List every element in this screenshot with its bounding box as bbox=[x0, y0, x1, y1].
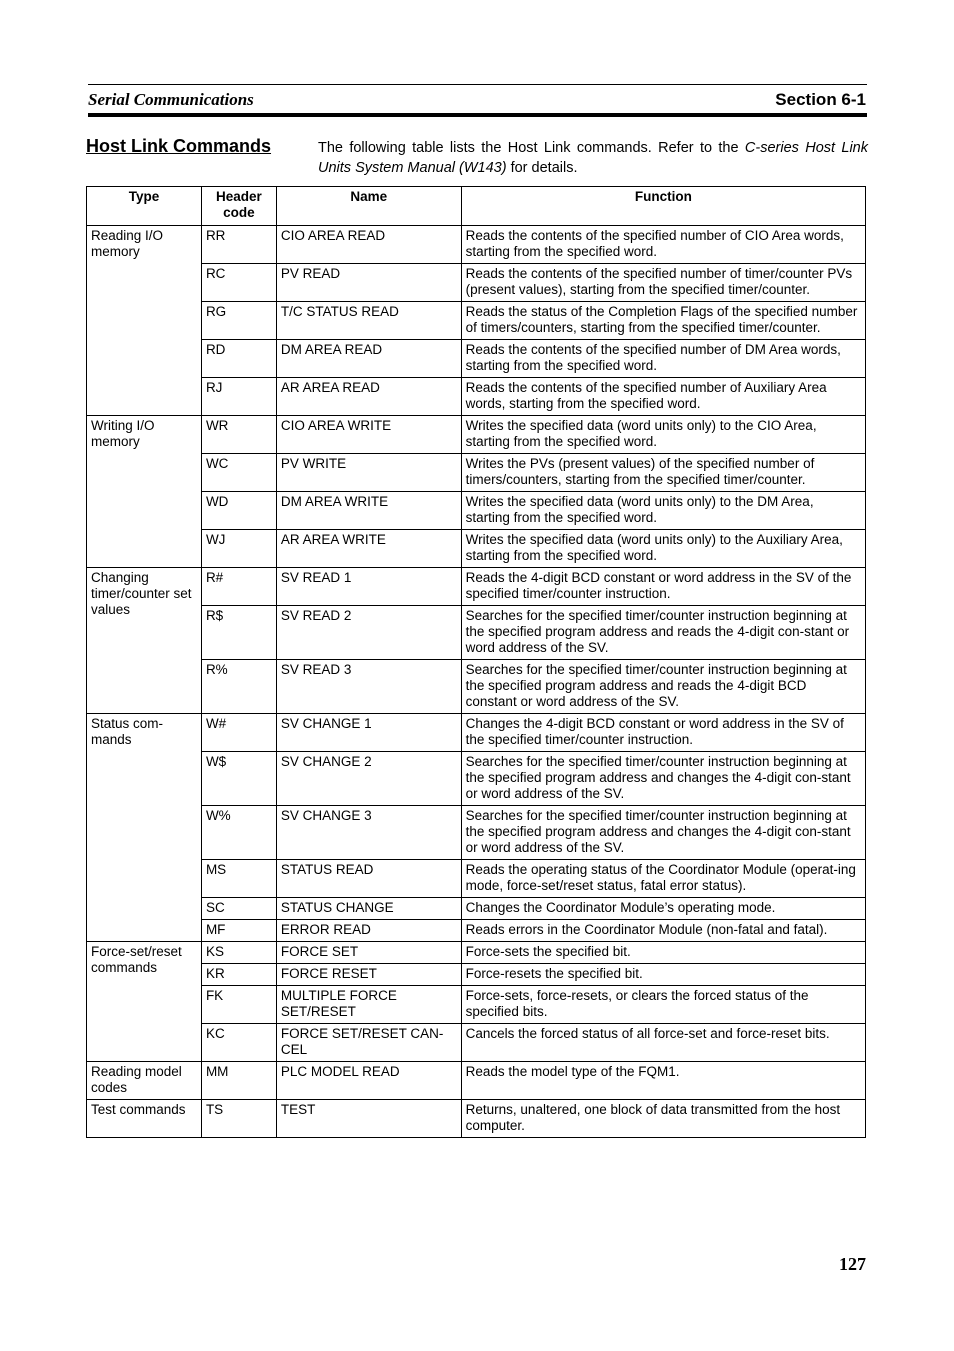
function-cell: Force-resets the specified bit. bbox=[461, 964, 865, 986]
command-type-cell: Reading I/O memory bbox=[87, 226, 202, 416]
function-cell: Reads the contents of the specified number of Auxiliary Area words, starting from the specified word. bbox=[461, 378, 865, 416]
section-title: Host Link Commands bbox=[86, 136, 272, 156]
command-type-cell: Status com-mands bbox=[87, 714, 202, 942]
manual-reference: C-series Host Link Units System Manual (W143) bbox=[318, 140, 869, 176]
header-code-cell: MF bbox=[201, 920, 276, 942]
command-name-cell: ERROR READ bbox=[276, 920, 461, 942]
command-name-cell: MULTIPLE FORCE SET/RESET bbox=[276, 986, 461, 1024]
function-cell: Writes the specified data (word units only) to the CIO Area, starting from the specified word. bbox=[461, 416, 865, 454]
header-code-cell: RJ bbox=[201, 378, 276, 416]
command-name-cell: STATUS READ bbox=[276, 860, 461, 898]
command-name-cell: PV WRITE bbox=[276, 454, 461, 492]
function-cell: Reads the contents of the specified number of DM Area words, starting from the specified word. bbox=[461, 340, 865, 378]
table-row bbox=[87, 226, 866, 264]
command-type-cell: Force-set/reset commands bbox=[87, 942, 202, 1062]
command-name-cell: SV READ 2 bbox=[276, 606, 461, 660]
command-name-cell: FORCE SET bbox=[276, 942, 461, 964]
table-row bbox=[87, 492, 866, 530]
function-cell: Reads the status of the Completion Flags of the specified number of timers/counters, starting from the specified timer/counter. bbox=[461, 302, 865, 340]
header-code-cell: KC bbox=[201, 1024, 276, 1062]
page-number: 127 bbox=[839, 1254, 866, 1274]
table-row bbox=[87, 714, 866, 752]
function-cell: Reads the operating status of the Coordinator Module (operat-ing mode, force-set/reset status, fatal error status). bbox=[461, 860, 865, 898]
function-cell: Searches for the specified timer/counter instruction beginning at the specified program address and reads the 4-digit con-stant or word address of the SV. bbox=[461, 606, 865, 660]
table-row bbox=[87, 302, 866, 340]
function-cell: Searches for the specified timer/counter instruction beginning at the specified program address and changes the 4-digit con-stant or word address of the SV. bbox=[461, 806, 865, 860]
header-code-cell: RD bbox=[201, 340, 276, 378]
command-name-cell: SV CHANGE 3 bbox=[276, 806, 461, 860]
header-code-cell: MM bbox=[201, 1062, 276, 1100]
table-row bbox=[87, 920, 866, 942]
table-header-row bbox=[87, 187, 866, 226]
header-code-cell: R# bbox=[201, 568, 276, 606]
col-header-name: Name bbox=[276, 187, 461, 226]
command-type-cell: Writing I/O memory bbox=[87, 416, 202, 568]
command-type-cell: Test commands bbox=[87, 1100, 202, 1138]
function-cell: Writes the PVs (present values) of the specified number of timers/counters, starting from the specified timer/counter. bbox=[461, 454, 865, 492]
running-header-section: Section 6-1 bbox=[775, 90, 866, 109]
command-name-cell: PLC MODEL READ bbox=[276, 1062, 461, 1100]
table-row bbox=[87, 340, 866, 378]
table-row bbox=[87, 1024, 866, 1062]
header-code-cell: KS bbox=[201, 942, 276, 964]
function-cell: Returns, unaltered, one block of data transmitted from the host computer. bbox=[461, 1100, 865, 1138]
header-code-cell: R$ bbox=[201, 606, 276, 660]
header-code-cell: SC bbox=[201, 898, 276, 920]
function-cell: Reads the contents of the specified number of CIO Area words, starting from the specified word. bbox=[461, 226, 865, 264]
command-name-cell: SV CHANGE 1 bbox=[276, 714, 461, 752]
section-intro bbox=[318, 138, 868, 178]
command-name-cell: SV CHANGE 2 bbox=[276, 752, 461, 806]
header-code-cell: TS bbox=[201, 1100, 276, 1138]
function-cell: Changes the Coordinator Module’s operating mode. bbox=[461, 898, 865, 920]
function-cell: Force-sets the specified bit. bbox=[461, 942, 865, 964]
command-name-cell: DM AREA WRITE bbox=[276, 492, 461, 530]
command-name-cell: CIO AREA READ bbox=[276, 226, 461, 264]
command-name-cell: FORCE SET/RESET CAN-CEL bbox=[276, 1024, 461, 1062]
header-code-cell: R% bbox=[201, 660, 276, 714]
function-cell: Reads errors in the Coordinator Module (non-fatal and fatal). bbox=[461, 920, 865, 942]
function-cell: Reads the 4-digit BCD constant or word address in the SV of the specified timer/counter instruction. bbox=[461, 568, 865, 606]
table-row bbox=[87, 568, 866, 606]
function-cell: Writes the specified data (word units only) to the Auxiliary Area, starting from the specified word. bbox=[461, 530, 865, 568]
host-link-commands-table bbox=[86, 186, 866, 1138]
command-name-cell: T/C STATUS READ bbox=[276, 302, 461, 340]
header-code-cell: RG bbox=[201, 302, 276, 340]
header-top-rule bbox=[88, 84, 867, 85]
col-header-code: Header code bbox=[201, 187, 276, 226]
table-row bbox=[87, 378, 866, 416]
command-name-cell: DM AREA READ bbox=[276, 340, 461, 378]
table-row bbox=[87, 1062, 866, 1100]
header-code-cell: RC bbox=[201, 264, 276, 302]
table-row bbox=[87, 530, 866, 568]
function-cell: Reads the contents of the specified number of timer/counter PVs (present values), starting from the specified timer/counter. bbox=[461, 264, 865, 302]
table-row bbox=[87, 264, 866, 302]
intro-text: The following table lists the Host Link commands. Refer to the bbox=[318, 140, 745, 156]
header-code-cell: W# bbox=[201, 714, 276, 752]
col-header-type: Type bbox=[87, 187, 202, 226]
function-cell: Changes the 4-digit BCD constant or word address in the SV of the specified timer/counter instruction. bbox=[461, 714, 865, 752]
header-code-cell: RR bbox=[201, 226, 276, 264]
table-row bbox=[87, 860, 866, 898]
header-code-cell: WD bbox=[201, 492, 276, 530]
running-header-title: Serial Communications bbox=[88, 90, 254, 109]
header-code-cell: MS bbox=[201, 860, 276, 898]
header-code-cell: WC bbox=[201, 454, 276, 492]
table-row bbox=[87, 752, 866, 806]
command-name-cell: FORCE RESET bbox=[276, 964, 461, 986]
function-cell: Cancels the forced status of all force-set and force-reset bits. bbox=[461, 1024, 865, 1062]
table-row bbox=[87, 942, 866, 964]
table-row bbox=[87, 986, 866, 1024]
command-name-cell: SV READ 1 bbox=[276, 568, 461, 606]
function-cell: Force-sets, force-resets, or clears the forced status of the specified bits. bbox=[461, 986, 865, 1024]
table-row bbox=[87, 1100, 866, 1138]
table-row bbox=[87, 606, 866, 660]
header-bottom-rule bbox=[88, 113, 867, 117]
header-code-cell: FK bbox=[201, 986, 276, 1024]
command-name-cell: CIO AREA WRITE bbox=[276, 416, 461, 454]
table-row bbox=[87, 416, 866, 454]
function-cell: Searches for the specified timer/counter instruction beginning at the specified program address and changes the 4-digit con-stant or word address of the SV. bbox=[461, 752, 865, 806]
command-name-cell: PV READ bbox=[276, 264, 461, 302]
header-code-cell: WR bbox=[201, 416, 276, 454]
command-type-cell: Changing timer/counter set values bbox=[87, 568, 202, 714]
table-row bbox=[87, 806, 866, 860]
table-body bbox=[87, 226, 866, 1138]
table-row bbox=[87, 898, 866, 920]
command-name-cell: TEST bbox=[276, 1100, 461, 1138]
function-cell: Searches for the specified timer/counter instruction beginning at the specified program address and reads the 4-digit BCD constant or word address of the SV. bbox=[461, 660, 865, 714]
command-name-cell: STATUS CHANGE bbox=[276, 898, 461, 920]
header-code-cell: W$ bbox=[201, 752, 276, 806]
table-row bbox=[87, 964, 866, 986]
table-row bbox=[87, 660, 866, 714]
command-type-cell: Reading model codes bbox=[87, 1062, 202, 1100]
command-name-cell: AR AREA READ bbox=[276, 378, 461, 416]
function-cell: Writes the specified data (word units only) to the DM Area, starting from the specified word. bbox=[461, 492, 865, 530]
col-header-function: Function bbox=[461, 187, 865, 226]
function-cell: Reads the model type of the FQM1. bbox=[461, 1062, 865, 1100]
header-code-cell: KR bbox=[201, 964, 276, 986]
command-name-cell: AR AREA WRITE bbox=[276, 530, 461, 568]
header-code-cell: WJ bbox=[201, 530, 276, 568]
table-row bbox=[87, 454, 866, 492]
intro-text-end: for details. bbox=[506, 160, 578, 176]
command-name-cell: SV READ 3 bbox=[276, 660, 461, 714]
header-code-cell: W% bbox=[201, 806, 276, 860]
